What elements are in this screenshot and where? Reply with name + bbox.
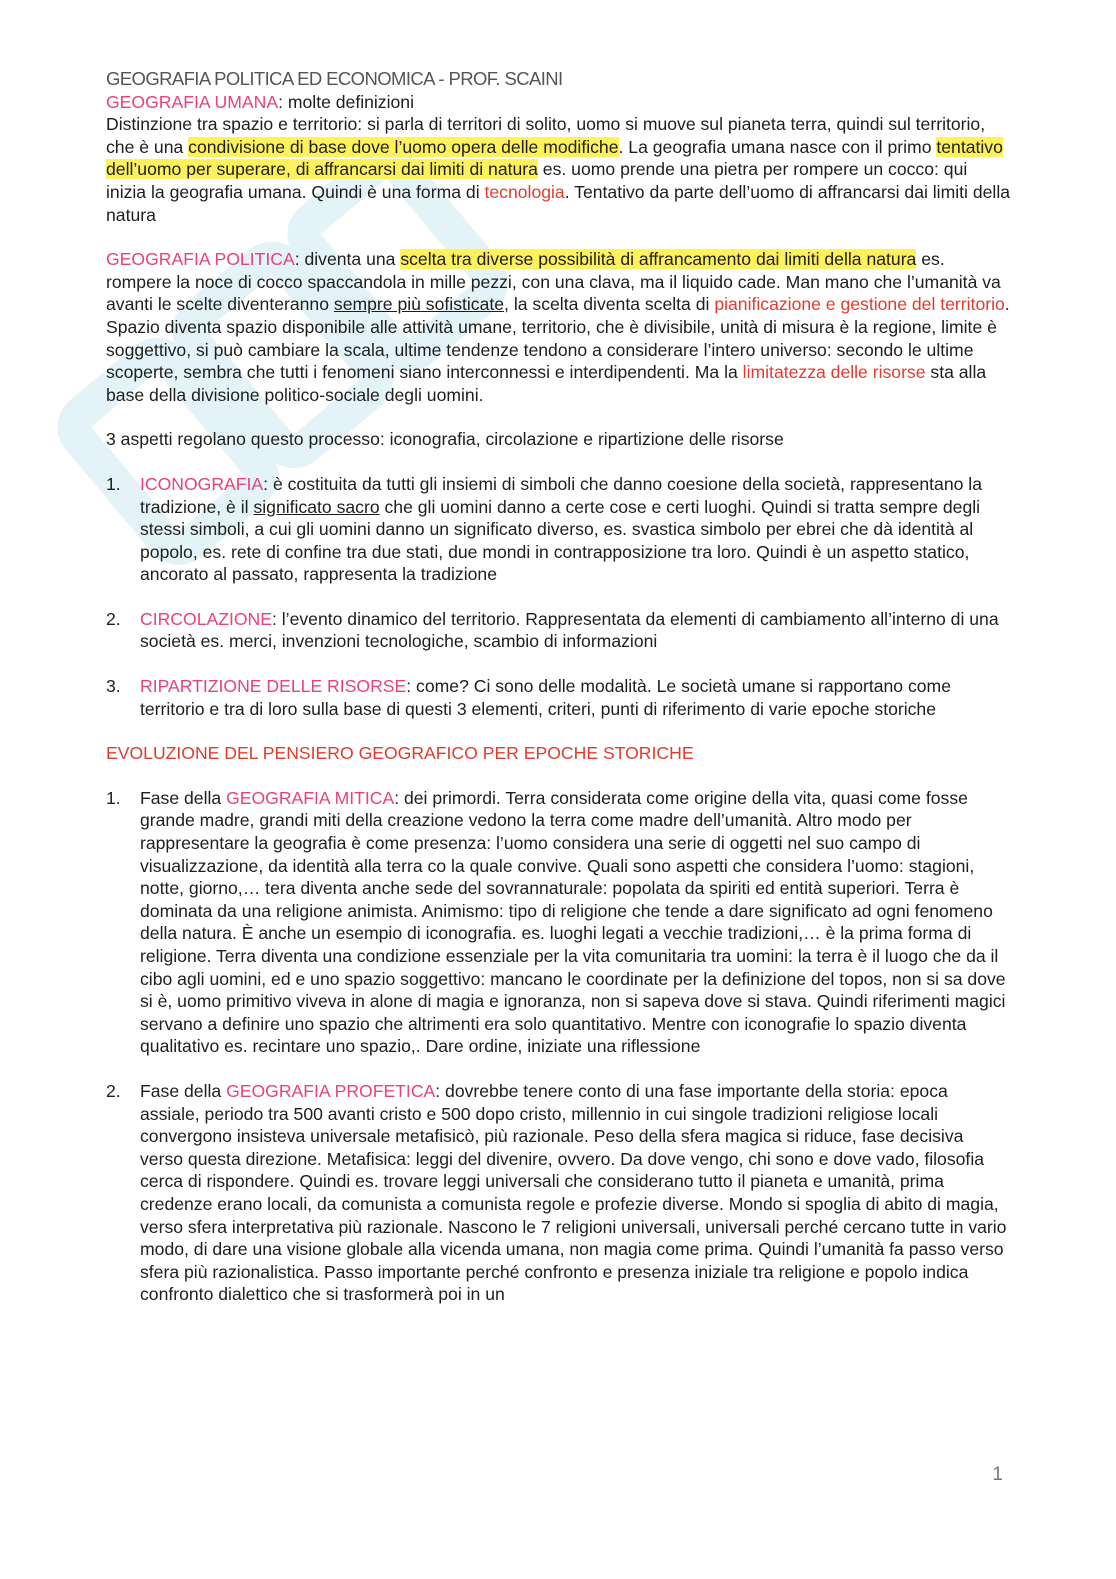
list-item-ripartizione: 3. RIPARTIZIONE DELLE RISORSE: come? Ci sono delle modalità. Le società umane si rapportano come territorio e tra di loro sulla base di questi 3 elementi, criteri, punti di riferimento di varie epoche storiche [106, 676, 951, 719]
keyword-red: tecnologia [484, 181, 565, 202]
heading-geografia-umana: GEOGRAFIA UMANA [106, 91, 279, 112]
keyword-pink: CIRCOLAZIONE [140, 608, 272, 629]
keyword-pink: GEOGRAFIA MITICA [226, 787, 395, 808]
underlined-text: significato sacro [253, 496, 380, 517]
highlight: tentativo dell’uomo per superare, di affrancarsi dai limiti di natura [106, 136, 1003, 180]
highlight: scelta tra diverse possibilità di affrancamento dai limiti della natura [400, 249, 917, 270]
list-item-iconografia: 1. ICONOGRAFIA: è costituita da tutti gli insiemi di simboli che danno coesione della società, rappresentano la tradizione, è il significato sacro che gli uomini danno a certe cose e certi luoghi. Quindi si tratta sempre degli stessi simboli, a cui gli uomini danno un significato diverso, es. svastica simbolo per ebrei che dà identità al popolo, es. rete di confine tra due stati, due mondi in contrapposizione tra loro. Quindi è un aspetto statico, ancorato al passato, rappresenta la tradizione [106, 473, 982, 585]
list-number: 1. [106, 473, 121, 494]
heading-geografia-politica: GEOGRAFIA POLITICA [106, 249, 295, 270]
highlight: condivisione di base dove l’uomo opera delle modifiche [188, 136, 619, 157]
document-page [106, 68, 1011, 1306]
section-geografia-umana: GEOGRAFIA UMANA: molte definizioni [106, 91, 414, 112]
list-item-geografia-profetica: 2. Fase della GEOGRAFIA PROFETICA: dovrebbe tenere conto di una fase importante della storia: epoca assiale, periodo tra 500 avanti cristo e 500 dopo cristo, millennio in cui singole tradizioni religiose locali convergono insisteva universale metafisicò, più razionale. Peso della sfera magica si riduce, fase decisiva verso questa direzione. Metafisica: leggi del divenire, ovvero. Da dove vengo, chi sono e dove vado, filosofia cerca di rispondere. Quindi es. trovare leggi universali che considerano tutto il pianeta e umanità, prima credenze erano locali, da comunista a comunista regole e profezie diverse. Mondo si spoglia di abito di magia, verso sfera interpretativa più razionale. Nascono le 7 religioni universali, universali perché cercano tutte in vario modo, di dare una visione globale alla vicenda umana, non magia come prima. Quindi l’umanità fa passo verso sfera più razionalistica. Passo importante perché confronto e presenza iniziale tra religione e popolo indica confronto dialettico che si trasformerà poi in un [106, 1080, 1007, 1305]
keyword-pink: GEOGRAFIA PROFETICA [226, 1080, 436, 1101]
list-number: 2. [106, 608, 121, 629]
page-number: 1 [992, 1464, 1003, 1485]
paragraph-geografia-politica: GEOGRAFIA POLITICA: diventa una scelta tra diverse possibilità di affrancamento dai limiti della natura es. rompere la noce di cocco spaccandola in mille pezzi, con una clava, ma il liquido cade. Man mano che l’umanità va avanti le scelte diventeranno sempre più sofisticate, la scelta diventa scelta di pianificazione e gestione del territorio. Spazio diventa spazio disponibile alle attività umane, territorio, che è divisibile, unità di misura è la regione, limite è soggettivo, si può cambiare la scala, ultime tendenze tendono a considerare l’intero universo: secondo le ultime scoperte, sembra che tutti i fenomeni siano interconnessi e interdipendenti. Ma la limitatezza delle risorse sta alla base della divisione politico-sociale degli uomini. [106, 249, 1010, 405]
keyword-pink: ICONOGRAFIA [140, 473, 264, 494]
keyword-pink: RIPARTIZIONE DELLE RISORSE [140, 676, 407, 697]
heading-evoluzione: EVOLUZIONE DEL PENSIERO GEOGRAFICO PER EPOCHE STORICHE [106, 743, 694, 764]
list-number: 1. [106, 787, 121, 808]
underlined-text: sempre più sofisticate [333, 294, 505, 315]
keyword-red: limitatezza delle risorse [742, 362, 926, 383]
paragraph-geografia-umana: Distinzione tra spazio e territorio: si parla di territori di solito, uomo si muove sul pianeta terra, quindi sul territorio, che è una condivisione di base dove l’uomo opera delle modifiche. La geografia umana nasce con il primo tentativo dell’uomo per superare, di affrancarsi dai limiti di natura es. uomo prende una pietra per rompere un cocco: qui inizia la geografia umana. Quindi è una forma di tecnologia. Tentativo da parte dell’uomo di affrancarsi dai limiti della natura [106, 114, 1011, 225]
list-item-circolazione: 2. CIRCOLAZIONE: l’evento dinamico del territorio. Rappresentata da elementi di cambiamento all’interno di una società es. merci, invenzioni tecnologiche, scambio di informazioni [106, 608, 999, 652]
list-number: 3. [106, 676, 121, 697]
document-title: GEOGRAFIA POLITICA ED ECONOMICA - PROF. SCAINI [106, 68, 563, 89]
list-item-geografia-mitica: 1. Fase della GEOGRAFIA MITICA: dei primordi. Terra considerata come origine della vita, quasi come fosse grande madre, grandi miti della creazione vedono la terra come madre dell’umanità. Altro modo per rappresentare la geografia è come presenza: l’uomo considera una serie di oggetti nel suo campo di visualizzazione, da identità alla terra co la quale convive. Quali sono aspetti che considera l’uomo: stagioni, notte, giorno,… tera diventa anche sede del sovrannaturale: popolata da spiriti ed entità superiori. Terra è dominata da una religione animista. Animismo: tipo di religione che tende a dare significato ad ogni fenomeno della natura. È anche un esempio di iconografia. es. luoghi legati a vecchie tradizioni,… è la prima forma di religione. Terra diventa una condizione essenziale per la vita comunitaria tra uomini: la terra è il luogo che da il cibo agli uomini, ed e uno spazio soggettivo: mancano le coordinate per la definizione del topos, non si sa dove si è, uomo primitivo viveva in alone di magia e ignoranza, non si sapeva dove si stava. Quindi riferimenti magici servano a definire uno spazio che altrimenti era solo quantitativo. Mentre con iconografie lo spazio diventa qualitativo es. recintare uno spazio,. Dare ordine, iniziate una riflessione [106, 787, 1006, 1057]
keyword-red: pianificazione e gestione del territorio [714, 294, 1005, 315]
intro-three-aspects: 3 aspetti regolano questo processo: iconografia, circolazione e ripartizione delle risorse [106, 429, 784, 450]
list-number: 2. [106, 1080, 121, 1101]
